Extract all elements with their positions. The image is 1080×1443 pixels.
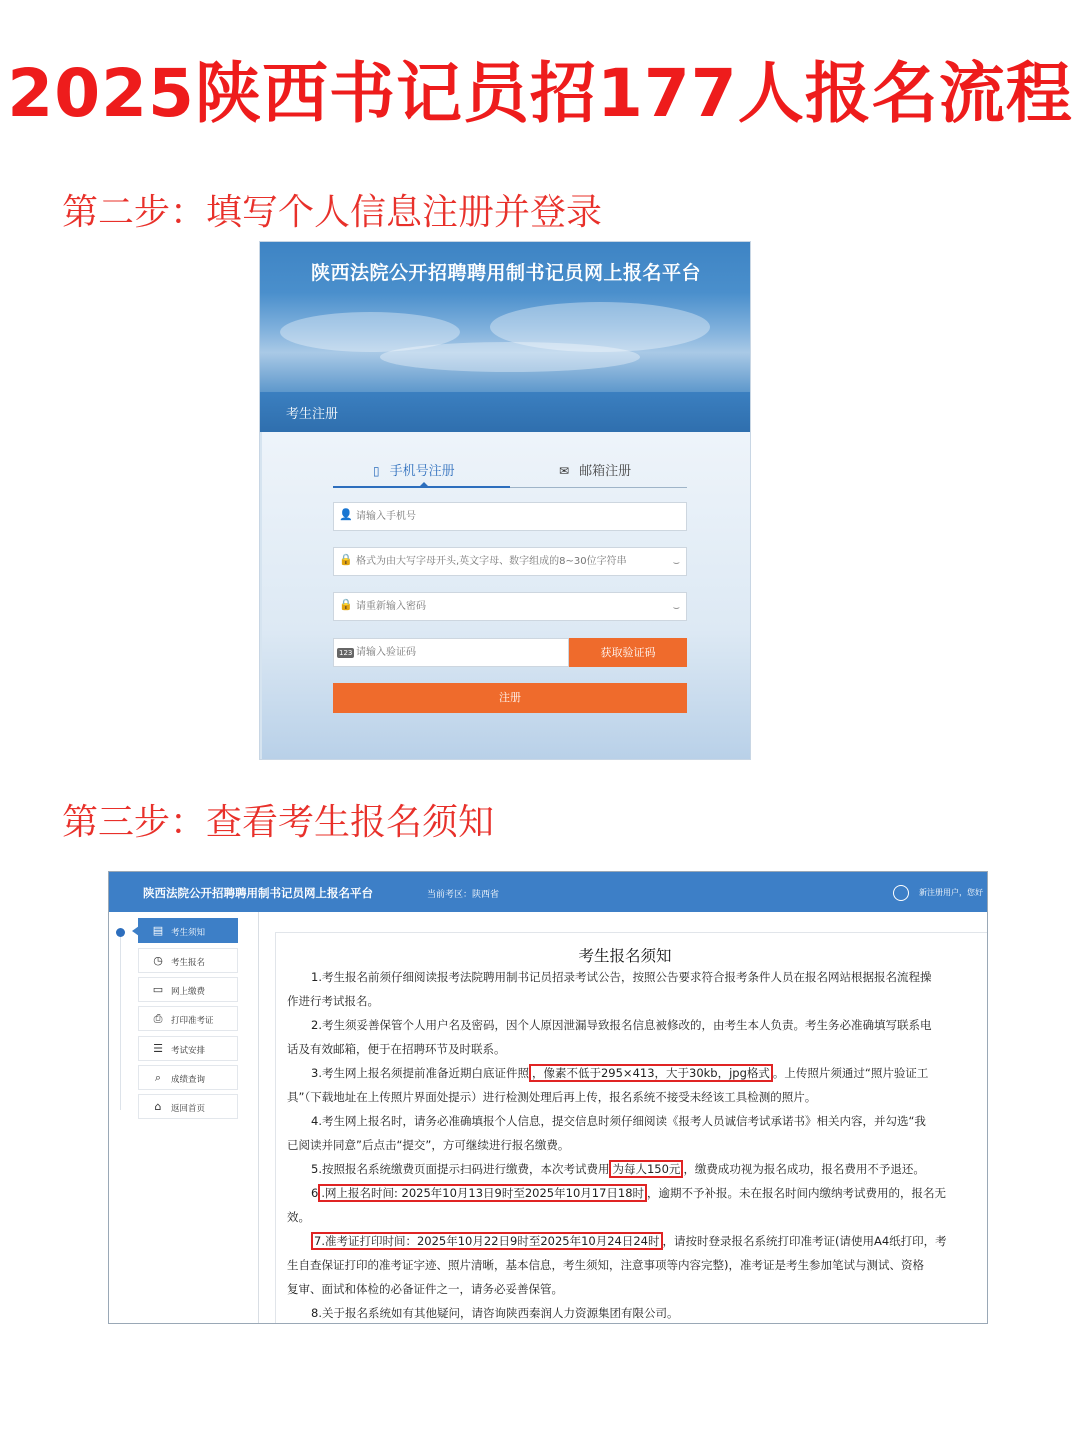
lock-icon: 🔒: [339, 553, 353, 566]
sidebar-item-schedule[interactable]: ☰ 考试安排: [138, 1036, 238, 1061]
mail-icon: ✉: [559, 464, 570, 478]
page-headline: 2025陕西书记员招177人报名流程: [7, 55, 1073, 132]
notice-item-2: 2.考生须妥善保管个人用户名及密码，因个人原因泄漏导致报名信息被修改的，由考生本人负责。考生务必准确填写联系电 话及有效邮箱，便于在招聘环节及时联系。: [287, 1018, 932, 1056]
tab-email-label: 邮箱注册: [579, 464, 632, 479]
clock-icon: ◷: [153, 954, 163, 967]
lock-icon: 🔒: [339, 598, 353, 611]
step2-title: 第二步：填写个人信息注册并登录: [62, 192, 603, 233]
highlight-registration-time: .网上报名时间: 2025年10月13日9时至2025年10月17日18时: [318, 1184, 647, 1202]
user-icon: 👤: [339, 508, 353, 521]
tab-phone-label: 手机号注册: [389, 464, 455, 479]
password-field: [333, 547, 687, 576]
get-code-button[interactable]: 获取验证码: [569, 638, 687, 667]
notice-item-7: 7.准考证打印时间：2025年10月22日9时至2025年10月24日24时 ，请按时登录报名系统打印准考证(请使用A4纸打印，考 生自查保证打印的准考证字迹、照片清晰，基本信息，考生须知，注意事项等内容完整)，准考证是考生参加笔试与测试、资格 复审、面试和体检的必备证件之一，请务必妥善保管。: [287, 1234, 947, 1296]
verification-code-field: [333, 638, 569, 667]
confirm-password-input[interactable]: [356, 593, 656, 620]
top-bar: [109, 872, 988, 912]
registration-screenshot: [259, 241, 751, 760]
sidebar-item-register[interactable]: ◷ 考生报名: [138, 948, 238, 973]
monitor-icon: ▭: [152, 983, 164, 996]
sidebar-item-print-ticket[interactable]: ⎙ 打印准考证: [138, 1006, 238, 1031]
hide-password-icon[interactable]: ⌣: [672, 556, 680, 569]
confirm-password-field: [333, 592, 687, 621]
notice-item-1: 1.考生报名前须仔细阅读报考法院聘用制书记员招录考试公告，按照公告要求符合报考条件人员在报名网站根据报名流程操 作进行考试报名。: [287, 970, 932, 1008]
printer-icon: ⎙: [153, 1012, 163, 1025]
platform-title: 陕西法院公开招聘聘用制书记员网上报名平台: [310, 262, 701, 284]
home-icon: ⌂: [154, 1100, 162, 1113]
sidebar: [109, 912, 259, 1324]
notice-item-8: 8.关于报名系统如有其他疑问，请咨询陕西秦润人力资源集团有限公司。: [311, 1306, 679, 1320]
active-tab-caret: [419, 482, 429, 487]
tab-email-register[interactable]: [559, 460, 631, 479]
code-icon: 123: [339, 649, 353, 657]
highlight-photo-spec: ，像素不低于295×413，大于30kb，jpg格式: [529, 1064, 773, 1082]
active-step-dot: [116, 928, 125, 937]
highlight-fee: 为每人150元: [609, 1160, 683, 1178]
step3-title: 第三步：查看考生报名须知: [62, 802, 495, 843]
schedule-icon: ☰: [153, 1042, 163, 1055]
sidebar-item-notice[interactable]: ▤ 考生须知: [138, 918, 238, 943]
notice-item-6: 6 .网上报名时间: 2025年10月13日9时至2025年10月17日18时 ，逾期不予补报。未在报名时间内缴纳考试费用的，报名无 效。: [287, 1186, 947, 1224]
sidebar-rail: [120, 930, 121, 1110]
sidebar-item-payment[interactable]: ▭ 网上缴费: [138, 977, 238, 1002]
notice-screenshot: [108, 871, 988, 1324]
sidebar-item-home[interactable]: ⌂ 返回首页: [138, 1094, 238, 1119]
current-region: 当前考区：陕西省: [427, 890, 500, 900]
user-avatar-icon[interactable]: [893, 885, 909, 901]
hide-password-icon[interactable]: ⌣: [672, 601, 680, 614]
notice-item-4: 4.考生网上报名时，请务必准确填报个人信息，提交信息时须仔细阅读《报考人员诚信考试承诺书》相关内容，并勾选“我 已阅读并同意”后点击“提交”，方可继续进行报名缴费。: [287, 1114, 926, 1152]
phone-field: [333, 502, 687, 531]
platform-title: 陕西法院公开招聘聘用制书记员网上报名平台: [143, 886, 373, 900]
notice-title: 考生报名须知: [578, 947, 672, 965]
user-greeting[interactable]: 新注册用户，您好: [919, 888, 983, 897]
register-section-bar: [260, 392, 751, 432]
search-icon: ⌕: [154, 1071, 162, 1084]
phone-icon: ▯: [373, 464, 380, 478]
tab-phone-register[interactable]: [373, 460, 455, 479]
password-input[interactable]: [356, 548, 656, 575]
sidebar-item-scores[interactable]: ⌕ 成绩查询: [138, 1065, 238, 1090]
notice-item-3: 3.考生网上报名须提前准备近期白底证件照 ，像素不低于295×413，大于30kb，jpg格式 。上传照片须通过“照片验证工 具”（下载地址在上传照片界面处提示）进行检测处理后再上传，报名系统不接受未经该工具检测的照片。: [287, 1066, 929, 1104]
register-button[interactable]: 注册: [333, 683, 687, 713]
phone-input[interactable]: [356, 503, 656, 530]
register-tabs: [333, 460, 687, 488]
notice-icon: ▤: [152, 924, 164, 937]
highlight-ticket-print-time: 7.准考证打印时间：2025年10月22日9时至2025年10月24日24时: [311, 1232, 663, 1250]
register-section-label: 考生注册: [286, 407, 339, 422]
notice-item-5: 5.按照报名系统缴费页面提示扫码进行缴费，本次考试费用 为每人150元 ，缴费成功视为报名成功，报名费用不予退还。: [311, 1162, 925, 1176]
